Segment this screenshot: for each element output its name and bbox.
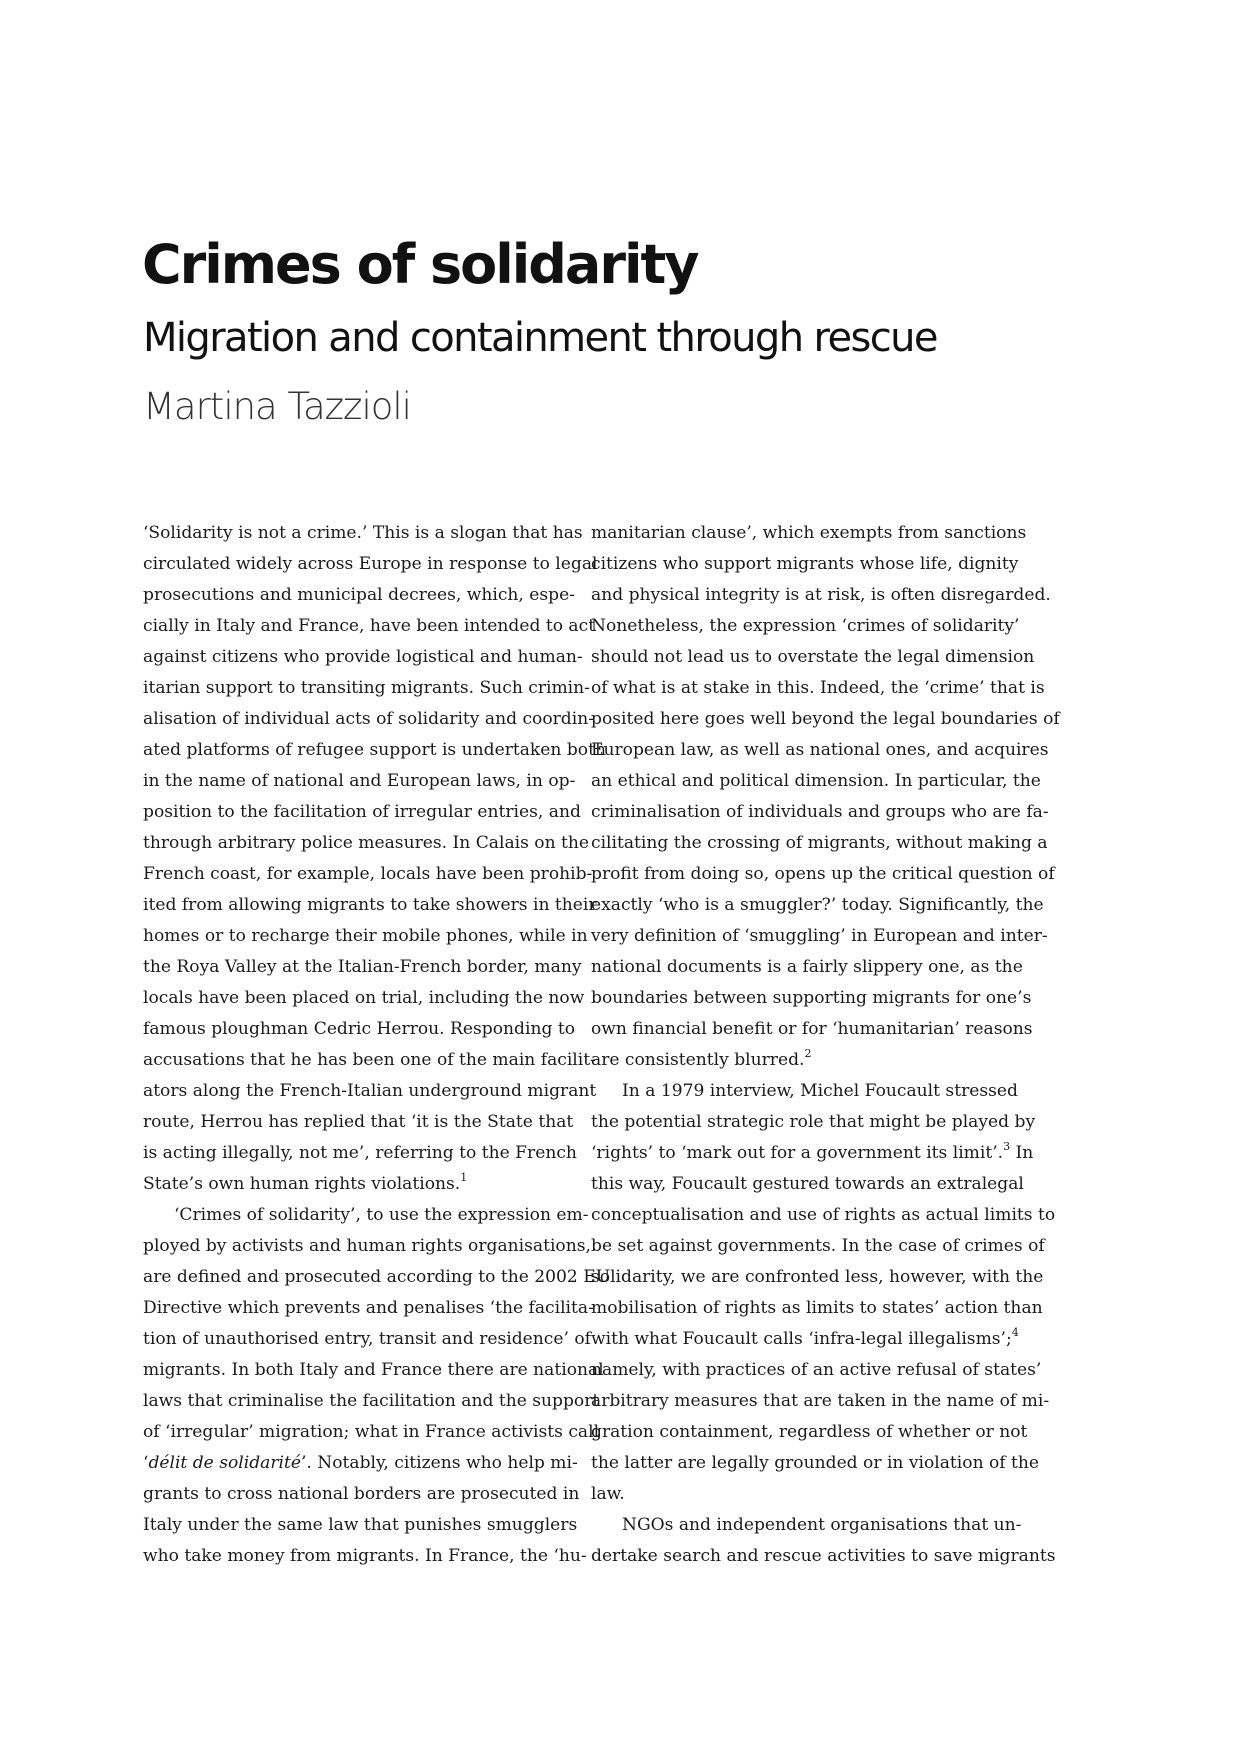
text-line: of what is at stake in this. Indeed, the ‘crime’ that is [591, 678, 1045, 698]
text-line: national documents is a fairly slippery one, as the [591, 957, 1023, 977]
text-line: this way, Foucault gestured towards an extralegal [591, 1174, 1024, 1194]
text-line: famous ploughman Cedric Herrou. Responding to [143, 1019, 576, 1039]
text-line: cially in Italy and France, have been intended to act [143, 616, 596, 636]
text-line: boundaries between supporting migrants for one’s [591, 988, 1032, 1008]
text-line: In a 1979 interview, Michel Foucault stressed [622, 1081, 1018, 1101]
text-line: the latter are legally grounded or in violation of the [591, 1453, 1040, 1473]
text-line: tion of unauthorised entry, transit and residence’ of [143, 1329, 591, 1349]
text-line: citizens who support migrants whose life, dignity [591, 554, 1019, 574]
text-line: accusations that he has been one of the main facilit- [143, 1050, 596, 1070]
text-line: an ethical and political dimension. In particular, the [591, 771, 1041, 791]
text-line: route, Herrou has replied that ‘it is the State that [143, 1112, 574, 1132]
text-line: is acting illegally, not me’, referring to the French [143, 1143, 577, 1163]
text-line: laws that criminalise the facilitation and the support [143, 1391, 600, 1411]
text-line: profit from doing so, opens up the critical question of [591, 864, 1055, 884]
text-line: and physical integrity is at risk, is often disregarded. [591, 585, 1051, 605]
article-title: Crimes of solidarity [142, 233, 698, 296]
text-line: Directive which prevents and penalises ‘the facilita- [143, 1298, 594, 1318]
text-line: of ‘irregular’ migration; what in France activists call [143, 1422, 600, 1442]
footnote-marker[interactable]: 1 [460, 1171, 468, 1184]
text-line: the Roya Valley at the Italian-French border, many [143, 957, 582, 977]
text-line: solidarity, we are confronted less, however, with the [591, 1267, 1044, 1287]
text-line: French coast, for example, locals have been prohib- [143, 864, 593, 884]
footnote-marker[interactable]: 4 [1011, 1326, 1019, 1339]
text-line: locals have been placed on trial, including the now [143, 988, 585, 1008]
text-line: NGOs and independent organisations that un- [622, 1515, 1022, 1535]
text-line: ‘rights’ to ‘mark out for a government its limit’.$^3$ In [591, 1140, 1034, 1163]
text-line: Nonetheless, the expression ‘crimes of solidarity’ [591, 616, 1020, 636]
text-line: homes or to recharge their mobile phones, while in [143, 926, 588, 946]
text-line: manitarian clause’, which exempts from sanctions [591, 523, 1027, 543]
text-line: migrants. In both Italy and France there are national [143, 1360, 604, 1380]
text-line: be set against governments. In the case of crimes of [591, 1236, 1045, 1256]
text-line: own financial benefit or for ‘humanitarian’ reasons [591, 1019, 1033, 1039]
text-line: conceptualisation and use of rights as actual limits to [591, 1205, 1056, 1225]
footnote-marker[interactable]: 3 [1003, 1140, 1011, 1153]
text-line: arbitrary measures that are taken in the name of mi- [591, 1391, 1050, 1411]
footnote-marker[interactable]: 2 [804, 1047, 812, 1060]
text-line: the potential strategic role that might be played by [591, 1112, 1036, 1132]
text-line: Italy under the same law that punishes smugglers [143, 1515, 578, 1535]
text-line: posited here goes well beyond the legal boundaries of [591, 709, 1060, 729]
text-line: ited from allowing migrants to take showers in their [143, 895, 597, 915]
text-line: namely, with practices of an active refusal of states’ [591, 1360, 1042, 1380]
text-line: exactly ‘who is a smuggler?’ today. Significantly, the [591, 895, 1044, 915]
text-line: ployed by activists and human rights organisations, [143, 1236, 591, 1256]
text-line: grants to cross national borders are prosecuted in [143, 1484, 580, 1504]
text-line: criminalisation of individuals and groups who are fa- [591, 802, 1049, 822]
body-column-left [143, 518, 611, 1572]
text-line: prosecutions and municipal decrees, which, espe- [143, 585, 576, 605]
text-line: circulated widely across Europe in response to legal [143, 554, 598, 574]
text-line: mobilisation of rights as limits to states’ action than [591, 1298, 1043, 1318]
text-line: European law, as well as national ones, and acquires [591, 740, 1049, 760]
text-line: position to the facilitation of irregular entries, and [143, 802, 581, 822]
italic-phrase: délit de solidarité [148, 1453, 301, 1473]
text-line: through arbitrary police measures. In Calais on the [143, 833, 590, 853]
text-line: State’s own human rights violations.$^1$ [143, 1171, 468, 1194]
text-line: cilitating the crossing of migrants, without making a [591, 833, 1048, 853]
article-subtitle: Migration and containment through rescue [143, 315, 937, 361]
text-line: ‘Solidarity is not a crime.’ This is a slogan that has [143, 523, 583, 543]
text-line: with what Foucault calls ‘infra-legal illegalisms’;$^4$ [591, 1326, 1019, 1349]
text-line: dertake search and rescue activities to save migrants [591, 1546, 1056, 1566]
text-line: ‘Crimes of solidarity’, to use the expression em- [174, 1205, 589, 1225]
text-line: should not lead us to overstate the legal dimension [591, 647, 1035, 667]
text-line: ‘délit de solidarité’. Notably, citizens who help mi- [143, 1453, 578, 1473]
text-line: against citizens who provide logistical and human- [143, 647, 583, 667]
text-line: who take money from migrants. In France, the ‘hu- [143, 1546, 587, 1566]
text-line: ators along the French-Italian underground migrant [143, 1081, 597, 1101]
text-line: itarian support to transiting migrants. Such crimin- [143, 678, 590, 698]
text-line: law. [591, 1484, 625, 1504]
text-line: very definition of ‘smuggling’ in European and inter- [591, 926, 1048, 946]
article-author: Martina Tazzioli [143, 385, 411, 428]
text-line: alisation of individual acts of solidarity and coordin- [143, 709, 594, 729]
text-line: are defined and prosecuted according to the 2002 EU [143, 1267, 611, 1287]
text-line: are consistently blurred.$^2$ [591, 1047, 812, 1070]
text-line: gration containment, regardless of whether or not [591, 1422, 1028, 1442]
text-line: ated platforms of refugee support is undertaken both [143, 740, 606, 760]
text-line: in the name of national and European laws, in op- [143, 771, 576, 791]
body-column-right [591, 518, 1060, 1572]
